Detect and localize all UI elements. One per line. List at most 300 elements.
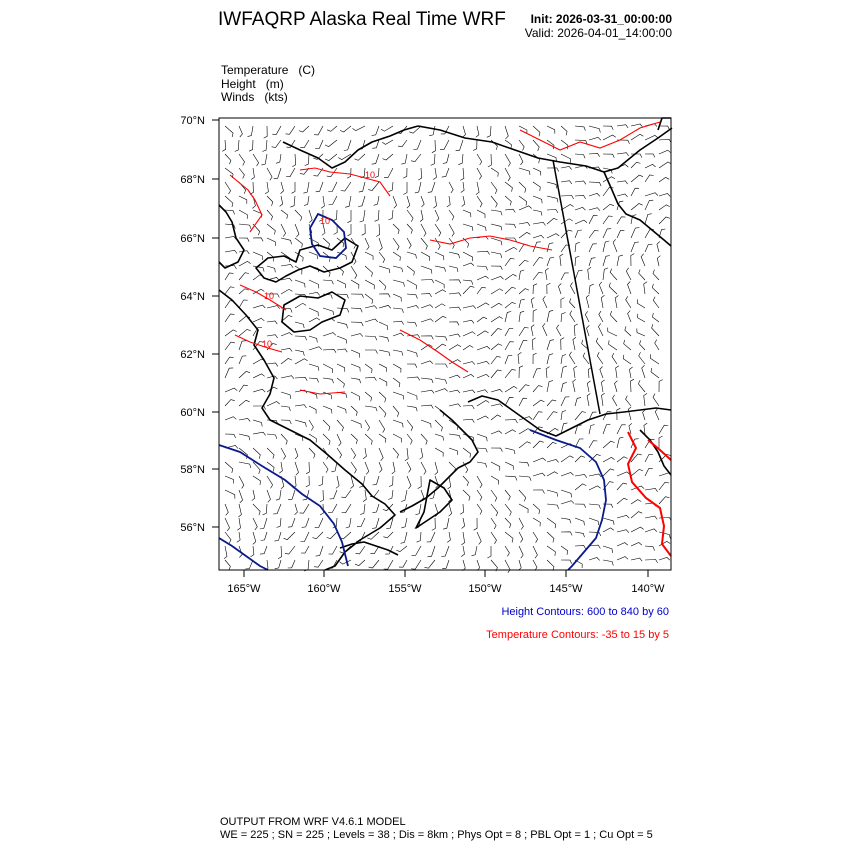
wind-barb <box>659 194 670 197</box>
wind-barb <box>441 546 449 557</box>
wind-barb <box>631 175 643 182</box>
lat-tick <box>180 522 219 534</box>
wind-barb <box>575 126 585 131</box>
wind-barb <box>267 210 273 220</box>
wind-barb <box>491 356 501 364</box>
wind-barb <box>547 126 555 134</box>
wind-barb <box>603 518 614 525</box>
wind-barb <box>389 182 394 192</box>
wind-barb <box>519 260 529 266</box>
lat-tick <box>180 291 219 303</box>
wind-barb <box>253 318 264 322</box>
wind-barb <box>603 560 613 566</box>
wind-barb <box>505 154 510 167</box>
wind-barb <box>657 256 660 266</box>
wind-barb <box>547 400 556 406</box>
wind-barb <box>505 369 516 378</box>
wind-barb <box>505 397 514 406</box>
wind-barb <box>337 406 346 413</box>
lon-tick-label: 155°W <box>388 583 422 595</box>
wind-barb <box>547 490 558 497</box>
wind-barb <box>449 307 461 310</box>
wind-barb <box>251 168 254 180</box>
field-label: Temperature <box>221 63 289 77</box>
wind-barb <box>253 476 261 485</box>
wind-barb <box>315 140 323 149</box>
wind-barb <box>421 238 427 250</box>
wind-barb <box>261 532 267 541</box>
wind-barb <box>281 289 292 294</box>
wind-barb <box>435 224 441 236</box>
wind-barb <box>491 329 502 337</box>
wind-barb <box>519 518 523 530</box>
wind-barb <box>519 245 528 253</box>
init-time: Init: 2026-03-31_00:00:00 <box>530 12 672 26</box>
wind-barb <box>421 420 431 428</box>
wind-barb <box>365 306 377 309</box>
wind-barb <box>573 379 576 392</box>
wind-barb <box>292 182 296 193</box>
wind-barb <box>379 364 387 372</box>
wind-barb <box>288 560 295 568</box>
wind-barb <box>295 405 307 408</box>
wind-barb <box>589 504 601 509</box>
wind-barb <box>329 196 338 205</box>
wind-barb <box>613 395 618 406</box>
wind-barb <box>225 388 237 392</box>
wind-barb <box>491 431 502 434</box>
wind-barb <box>561 273 569 280</box>
wind-barb <box>365 266 373 277</box>
wind-barb <box>365 420 370 431</box>
wind-barb <box>245 560 253 569</box>
wind-barb <box>309 406 316 414</box>
wind-barb <box>373 476 379 485</box>
wind-barb <box>631 204 643 211</box>
wind-barb <box>239 210 247 219</box>
wind-barb <box>239 476 244 488</box>
wind-barb <box>477 210 485 218</box>
wind-barb <box>519 490 526 501</box>
wind-barb <box>561 532 572 536</box>
wind-barb <box>274 168 281 179</box>
wind-barb <box>351 462 356 473</box>
temperature-contours-note: Temperature Contours: -35 to 15 by 5 <box>486 629 669 641</box>
wind-barb <box>314 126 323 135</box>
wind-barb <box>645 560 658 563</box>
wind-barb <box>340 560 351 564</box>
wind-barb <box>617 483 627 490</box>
wind-barb <box>631 188 639 196</box>
wind-barb <box>278 546 282 559</box>
lat-tick <box>180 174 219 186</box>
wind-barb <box>365 392 372 401</box>
wind-barb <box>407 364 417 368</box>
temperature-label: 10 <box>264 291 275 301</box>
wind-barb <box>407 210 413 222</box>
wind-barb <box>281 406 290 411</box>
wind-barb <box>570 298 576 308</box>
wind-barb <box>309 280 319 288</box>
wind-barb <box>420 448 423 459</box>
wind-barb <box>295 377 307 380</box>
wind-barb <box>323 349 336 352</box>
wind-barb <box>631 512 642 518</box>
wind-barb <box>547 412 557 420</box>
wind-barb <box>545 268 548 280</box>
wind-barb <box>477 331 489 336</box>
wind-barb <box>421 378 433 383</box>
wind-barb <box>267 266 275 272</box>
wind-barb <box>401 518 407 528</box>
wind-barb <box>279 462 282 473</box>
wind-barb <box>225 182 231 194</box>
wind-barb <box>505 224 516 228</box>
wind-barb <box>342 504 351 513</box>
wind-barb <box>351 308 362 312</box>
wind-barb <box>463 306 476 309</box>
wind-barb <box>290 196 295 207</box>
wind-barb <box>295 359 308 364</box>
wind-barb <box>267 335 278 338</box>
wind-barb <box>650 354 659 364</box>
wind-barb <box>328 504 337 513</box>
wind-barb <box>449 182 453 193</box>
wind-barb <box>260 546 267 554</box>
wind-barb <box>617 498 628 504</box>
wind-barb <box>433 168 436 180</box>
wind-barb <box>589 193 600 196</box>
wind-barb <box>281 420 291 424</box>
wind-barb <box>267 476 273 488</box>
wind-barb <box>407 238 411 249</box>
wind-barb <box>225 314 234 322</box>
wind-barb <box>393 238 399 250</box>
wind-barb <box>340 532 351 539</box>
wind-barb <box>477 462 487 467</box>
wind-barb <box>462 196 465 207</box>
lon-tick <box>388 570 422 595</box>
wind-barb <box>505 448 515 454</box>
wind-barb <box>477 266 488 270</box>
wind-barb <box>393 378 400 387</box>
wind-barb <box>398 140 407 147</box>
wind-barb <box>476 182 479 195</box>
wind-barb <box>267 196 273 206</box>
wind-barb <box>631 228 639 238</box>
wind-barb <box>442 560 449 569</box>
wind-barb <box>295 420 306 427</box>
temperature-label: 10 <box>365 170 376 180</box>
wind-barb <box>281 348 292 351</box>
wind-barb <box>295 350 304 356</box>
wind-barb <box>477 287 486 294</box>
wind-barb <box>235 140 239 152</box>
wind-barb <box>330 490 338 499</box>
wind-barb <box>239 356 246 364</box>
wind-barb <box>412 546 421 556</box>
wind-barb <box>393 448 399 458</box>
wind-barb <box>477 154 482 165</box>
wind-barb <box>286 168 295 177</box>
wind-barb <box>337 448 342 458</box>
wind-barb <box>640 340 646 350</box>
wind-barb <box>589 425 595 435</box>
wind-barb <box>626 396 631 406</box>
wind-barb <box>225 250 237 253</box>
wind-barb <box>284 532 296 540</box>
wind-barb <box>379 252 385 263</box>
wind-barb <box>505 287 516 294</box>
wind-barb <box>393 392 404 400</box>
wind-barb <box>344 140 351 151</box>
wind-barb <box>225 196 233 207</box>
wind-barb <box>413 140 421 150</box>
wind-barb <box>314 560 323 567</box>
wind-barb <box>407 350 417 357</box>
wind-barb <box>225 273 233 280</box>
wind-barb <box>561 490 572 497</box>
wind-barb <box>379 238 382 251</box>
wind-barb <box>477 504 482 515</box>
lon-tick <box>549 570 583 595</box>
wind-barb <box>645 175 654 182</box>
wind-barb <box>225 417 236 420</box>
wind-barb <box>626 296 631 308</box>
wind-barb <box>505 329 513 337</box>
wind-barb <box>570 311 575 322</box>
wind-barb <box>379 336 389 342</box>
wind-barb <box>260 518 267 529</box>
wind-barb <box>491 168 498 177</box>
wind-barb <box>533 353 537 364</box>
wind-barb <box>407 392 417 400</box>
wind-barb <box>533 182 540 191</box>
wind-barb <box>653 313 660 322</box>
wind-barb <box>491 182 497 194</box>
wind-barb <box>381 126 393 131</box>
wind-barb <box>463 263 474 266</box>
wind-barb <box>589 126 600 133</box>
wind-barb <box>599 282 603 294</box>
wind-barb <box>295 303 306 308</box>
wind-barb <box>379 294 390 298</box>
wind-barb <box>652 324 659 336</box>
wind-barb <box>533 546 537 558</box>
wind-barb <box>533 386 542 392</box>
model-footer-params: WE = 225 ; SN = 225 ; Levels = 38 ; Dis = 8km ; Phys Opt = 8 ; PBL Opt = 1 ; Cu Opt = 5 <box>220 829 653 841</box>
wind-barb <box>421 305 433 308</box>
wind-barb <box>403 168 407 178</box>
wind-barb <box>449 334 460 337</box>
wind-barb <box>645 244 652 252</box>
wind-barb <box>435 238 440 250</box>
map-frame <box>219 118 671 570</box>
wind-barb <box>505 430 516 434</box>
wind-barb <box>253 504 260 515</box>
wind-barb <box>379 420 385 433</box>
wind-barb <box>449 280 461 284</box>
lon-tick-label: 150°W <box>468 583 502 595</box>
wind-barb <box>458 154 463 165</box>
wind-barb <box>547 560 554 571</box>
wind-barb <box>365 319 378 322</box>
wind-barb <box>532 338 535 350</box>
wind-barb <box>487 126 491 137</box>
wind-barb <box>491 196 497 207</box>
wind-barb <box>463 374 474 378</box>
wind-barb <box>631 379 635 392</box>
wind-barb <box>372 154 379 164</box>
wind-barb <box>505 258 515 266</box>
wind-barb <box>433 196 436 208</box>
wind-barb <box>491 504 498 516</box>
wind-barb <box>421 294 432 297</box>
wind-barb <box>421 462 426 475</box>
wind-barb <box>351 280 359 289</box>
wind-barb <box>286 126 295 134</box>
wind-barb <box>609 340 617 350</box>
wind-barb <box>267 321 277 324</box>
wind-barb <box>491 490 497 502</box>
wind-barb <box>589 182 601 186</box>
wind-barb <box>331 462 337 472</box>
wind-barb <box>657 242 660 253</box>
wind-barb <box>248 126 254 137</box>
wind-barb <box>443 518 449 529</box>
wind-barb <box>659 497 669 504</box>
wind-barb <box>533 235 544 238</box>
wind-barb <box>407 266 414 276</box>
wind-barb <box>505 302 516 308</box>
wind-barb <box>639 270 645 281</box>
wind-barb <box>533 168 541 176</box>
wind-barb <box>617 472 630 476</box>
wind-barb <box>315 518 323 528</box>
wind-barb <box>393 280 405 287</box>
wind-barb <box>351 476 354 489</box>
wind-barb <box>519 366 523 378</box>
wind-barb <box>491 370 502 378</box>
wind-barb <box>575 230 582 238</box>
wind-barb <box>596 338 603 350</box>
coastline <box>219 118 672 570</box>
field-label: Height <box>221 77 256 91</box>
wind-barb <box>238 504 241 517</box>
wind-barb <box>388 210 393 220</box>
wind-barb <box>418 476 422 489</box>
wind-barb <box>449 224 454 236</box>
wind-barb <box>631 242 639 252</box>
wind-barb <box>225 287 234 294</box>
wind-barb <box>491 276 504 280</box>
wind-barb <box>589 137 601 140</box>
wind-barb <box>561 154 571 163</box>
wind-barb <box>603 126 613 130</box>
wind-barb <box>288 518 295 527</box>
wind-barb <box>561 546 568 555</box>
wind-barb <box>327 126 337 131</box>
wind-barb <box>569 352 575 364</box>
wind-barb <box>263 504 267 515</box>
wind-barb <box>599 311 603 322</box>
wind-barb <box>659 532 670 539</box>
wind-barb <box>329 546 338 554</box>
wind-barb <box>613 239 617 252</box>
wind-barb <box>561 298 565 308</box>
wind-barb <box>337 280 345 288</box>
wind-barb <box>547 546 555 556</box>
wind-barb <box>533 126 540 136</box>
wind-barb <box>443 154 449 164</box>
wind-barb <box>295 462 299 475</box>
lat-tick-label: 66°N <box>180 233 205 245</box>
wind-barb <box>267 434 277 439</box>
wind-barb <box>449 322 459 326</box>
wind-barb <box>251 546 254 557</box>
wind-barb <box>505 462 513 470</box>
wind-barb <box>239 490 243 503</box>
wind-barb <box>225 560 230 570</box>
wind-barb <box>547 532 554 542</box>
wind-barb <box>645 489 658 492</box>
wind-barb <box>407 420 413 431</box>
wind-barb <box>589 258 595 266</box>
wind-barb <box>463 320 474 323</box>
wind-barb <box>393 224 399 234</box>
wind-barb <box>645 546 655 551</box>
wind-barb <box>617 457 628 462</box>
wind-barb <box>533 490 545 494</box>
wind-barb <box>583 353 589 364</box>
model-footer-title: OUTPUT FROM WRF V4.6.1 MODEL <box>220 816 406 828</box>
wind-barb <box>328 182 337 192</box>
wind-barb <box>491 344 502 350</box>
wind-barb <box>587 394 590 407</box>
height-contours <box>219 214 606 570</box>
wind-barb <box>267 306 280 309</box>
wind-barb <box>341 182 351 191</box>
wind-barb <box>505 274 517 280</box>
wind-barb <box>644 282 647 294</box>
wind-barb <box>435 344 446 350</box>
lat-tick <box>180 407 219 419</box>
wind-barb <box>631 500 641 504</box>
lon-tick-label: 160°W <box>307 583 341 595</box>
wind-barb <box>463 476 469 486</box>
wind-barb <box>519 504 528 513</box>
wind-barb <box>659 139 671 142</box>
wind-barb <box>306 476 310 487</box>
wind-barb <box>631 469 643 476</box>
wind-barb <box>645 454 653 462</box>
wind-barb <box>427 532 435 542</box>
wind-barb <box>253 420 262 426</box>
wind-barb <box>435 389 448 392</box>
wind-barb <box>589 558 600 561</box>
wind-barb <box>393 420 403 427</box>
wind-barb <box>379 392 386 402</box>
wind-barb <box>306 462 309 474</box>
wind-barb <box>533 309 537 322</box>
wind-barb <box>421 196 424 207</box>
wind-barb <box>309 448 315 458</box>
wind-barb <box>363 490 366 502</box>
wind-barb <box>225 462 233 473</box>
wind-barb <box>653 394 659 406</box>
wind-barb <box>575 504 586 508</box>
wind-barb <box>547 381 553 392</box>
